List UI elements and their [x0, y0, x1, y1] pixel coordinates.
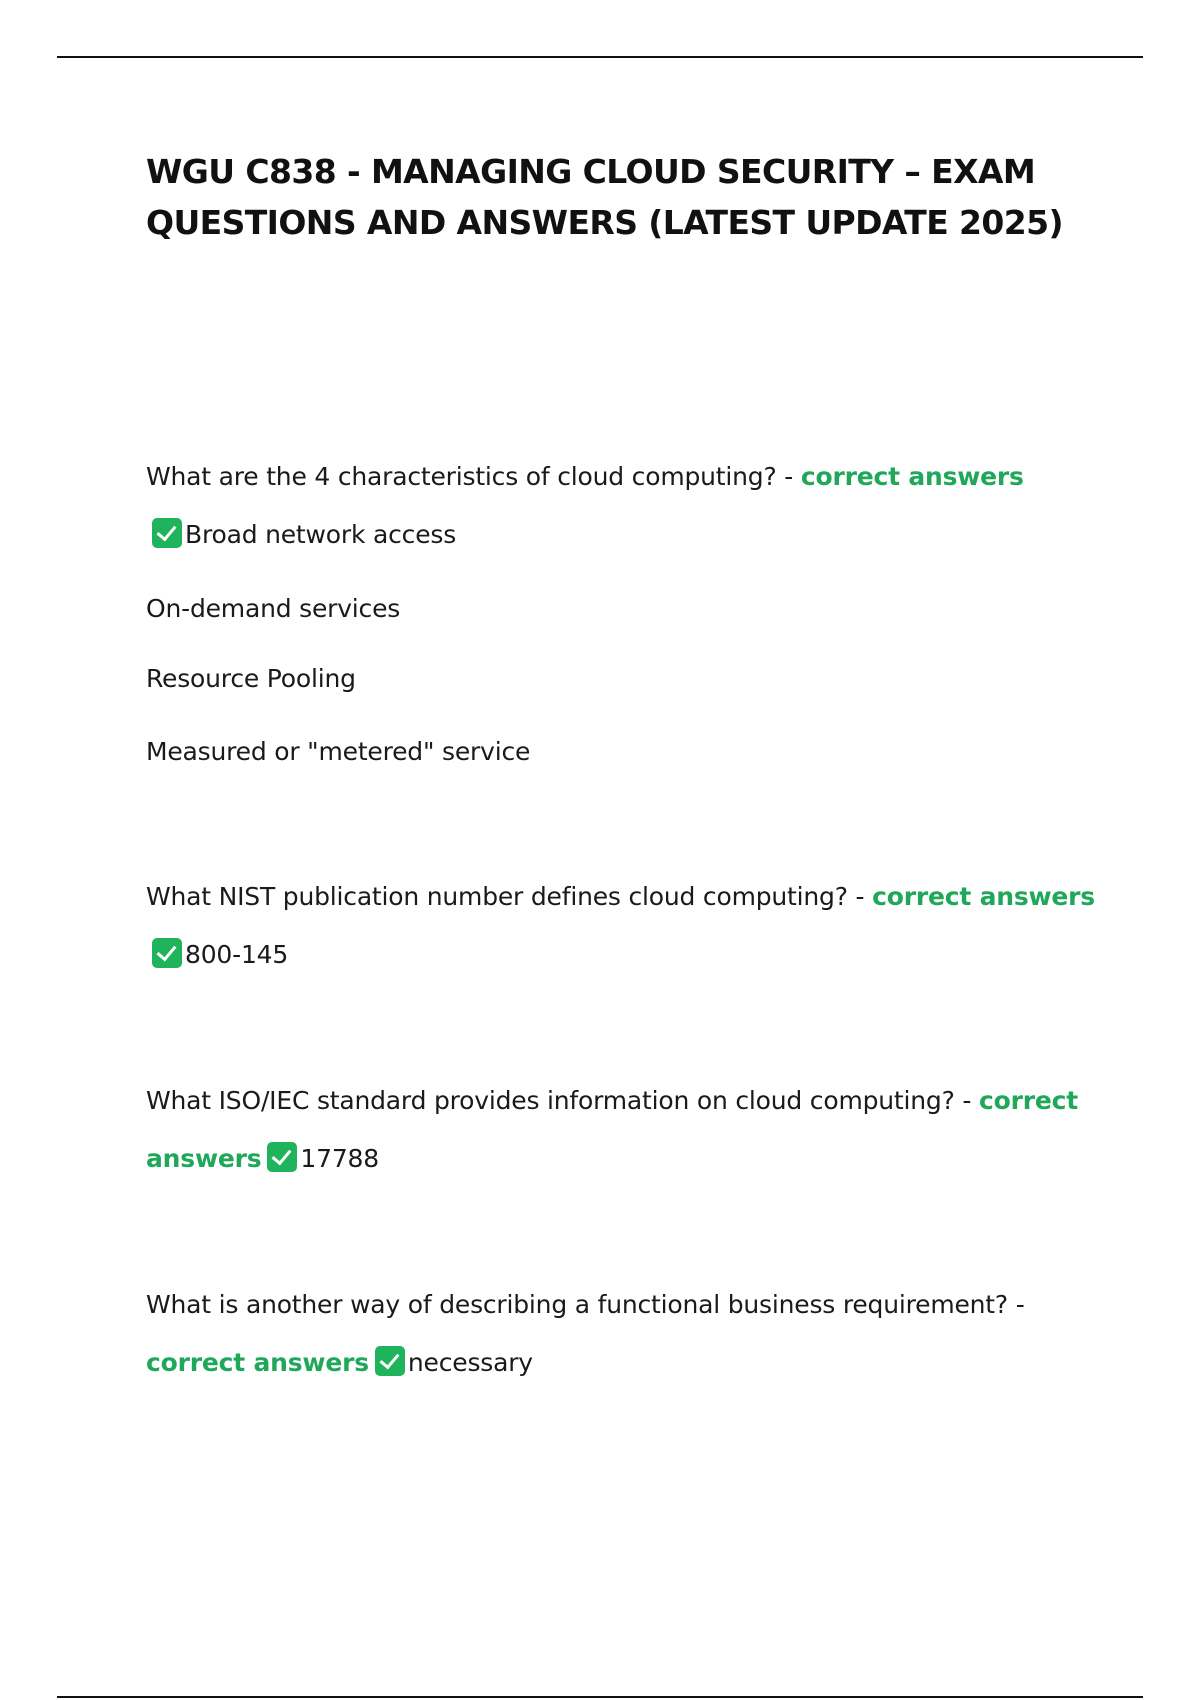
answer-label: correct answers [146, 1086, 1078, 1173]
top-rule [57, 56, 1143, 58]
check-box-icon [152, 938, 182, 968]
question-text: What is another way of describing a functional business requirement? - [146, 1290, 1025, 1319]
document-title: WGU C838 - MANAGING CLOUD SECURITY – EXAM QUESTIONS AND ANSWERS (LATEST UPDATE 2025) [146, 152, 1063, 242]
answer-text: 17788 [300, 1144, 379, 1173]
check-box-icon [375, 1346, 405, 1376]
question-3 [146, 1072, 1106, 1188]
check-box-icon [152, 518, 182, 548]
question-text: What are the 4 characteristics of cloud computing? - [146, 462, 794, 491]
bottom-rule [57, 1696, 1143, 1698]
qa-block-2 [146, 868, 1106, 984]
answer-1-line-3: Resource Pooling [146, 664, 356, 693]
question-text: What NIST publication number defines cloud computing? - [146, 882, 865, 911]
qa-block-3 [146, 1072, 1106, 1188]
check-box-icon [267, 1142, 297, 1172]
answer-label: correct answers [872, 882, 1095, 911]
answer-label: correct answers [800, 462, 1024, 491]
answer-text: 800-145 [185, 940, 289, 969]
answer-label: correct answers [146, 1348, 369, 1377]
answer-text: necessary [407, 1348, 533, 1377]
answer-2 [146, 926, 1106, 984]
answer-text: Broad network access [185, 520, 457, 549]
answer-1-line-2: On-demand services [146, 594, 401, 623]
question-text: What ISO/IEC standard provides information on cloud computing? - [146, 1086, 972, 1115]
question-2 [146, 868, 1106, 926]
qa-block-4 [146, 1276, 1106, 1392]
question-1 [146, 448, 1106, 506]
answer-1 [146, 506, 1106, 564]
question-4 [146, 1276, 1106, 1392]
qa-block-1 [146, 448, 1106, 564]
answer-1-line-4: Measured or "metered" service [146, 737, 531, 766]
